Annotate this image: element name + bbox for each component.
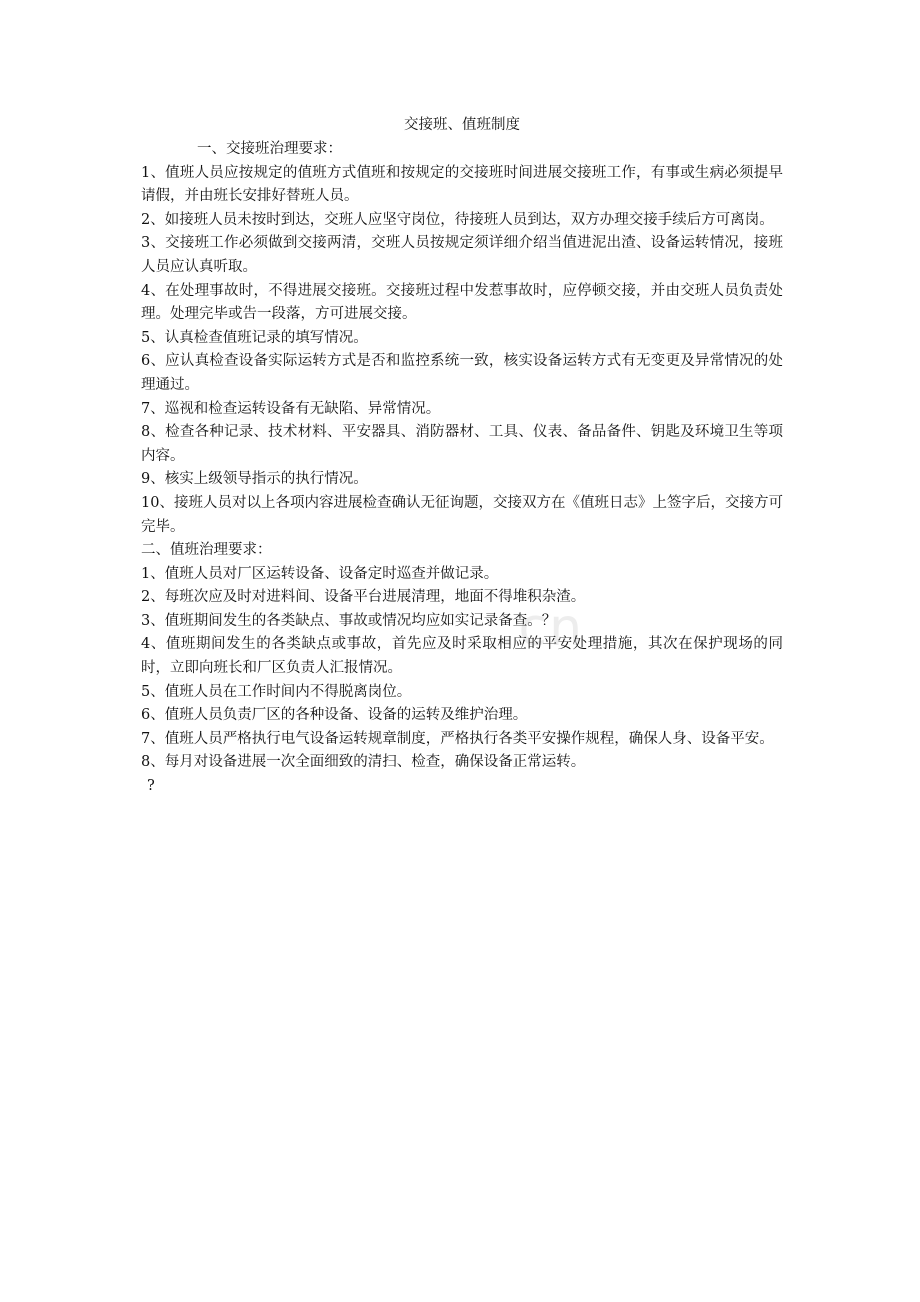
- section-2-item-8: 8、每月对设备进展一次全面细致的清扫、检查，确保设备正常运转。: [141, 754, 586, 771]
- section-1-item-4: 4、在处理事故时，不得进展交接班。交接班过程中发惹事故时，应停顿交接，并由交班人员负责处理。处理完毕或告一段落，方可进展交接。: [141, 282, 783, 323]
- section-2-item-4: 4、值班期间发生的各类缺点或事故，首先应及时采取相应的平安处理措施，其次在保护现场的同时，立即向班长和厂区负责人汇报情况。: [141, 636, 783, 677]
- section-1-item-2: 2、如接班人员未按时到达，交班人应坚守岗位，待接班人员到达，双方办理交接手续后方可离岗。: [141, 211, 774, 228]
- document-body: [141, 114, 783, 799]
- section-1-item-5: 5、认真检查值班记录的填写情况。: [141, 329, 368, 346]
- trailing-mark: ?: [147, 778, 155, 795]
- section-1-item-9: 9、核实上级领导指示的执行情况。: [141, 471, 368, 488]
- section-2-heading: 二、值班治理要求：: [141, 542, 272, 559]
- section-2-item-5: 5、值班人员在工作时间内不得脱离岗位。: [141, 683, 412, 700]
- section-1-item-3: 3、交接班工作必须做到交接两清，交班人员按规定须详细介绍当值进泥出渣、设备运转情况，接班人员应认真听取。: [141, 235, 783, 275]
- section-2-item-1: 1、值班人员对厂区运转设备、设备定时巡查并做记录。: [141, 565, 499, 582]
- section-1-item-7: 7、巡视和检查运转设备有无缺陷、异常情况。: [141, 400, 441, 417]
- section-2-item-2: 2、每班次应及时对进料间、设备平台进展清理，地面不得堆积杂渣。: [141, 589, 586, 606]
- section-2-item-7: 7、值班人员严格执行电气设备运转规章制度，严格执行各类平安操作规程，确保人身、设备平安。: [141, 730, 774, 747]
- section-1-item-8: 8、检查各种记录、技术材料、平安器具、消防器材、工具、仪表、备品备件、钥匙及环境卫生等项内容。: [141, 424, 783, 464]
- section-2-item-3: 3、值班期间发生的各类缺点、事故或情况均应如实记录备查。？: [141, 612, 557, 629]
- document-title: 交接班、值班制度: [404, 117, 520, 133]
- section-1-item-10: 10、接班人员对以上各项内容进展检查确认无征询题，交接双方在《值班日志》上签字后，交接方可完毕。: [141, 494, 783, 535]
- section-1-item-1: 1、值班人员应按规定的值班方式值班和按规定的交接班时间进展交接班工作，有事或生病必须提早请假，并由班长安排好替班人员。: [141, 164, 783, 205]
- section-1-heading: 一、交接班治理要求：: [197, 141, 342, 157]
- section-2-item-6: 6、值班人员负责厂区的各种设备、设备的运转及维护治理。: [141, 707, 528, 724]
- watermark: .cn: [500, 598, 585, 658]
- section-1-item-6: 6、应认真检查设备实际运转方式是否和监控系统一致，核实设备运转方式有无变更及异常情况的处理通过。: [141, 353, 783, 393]
